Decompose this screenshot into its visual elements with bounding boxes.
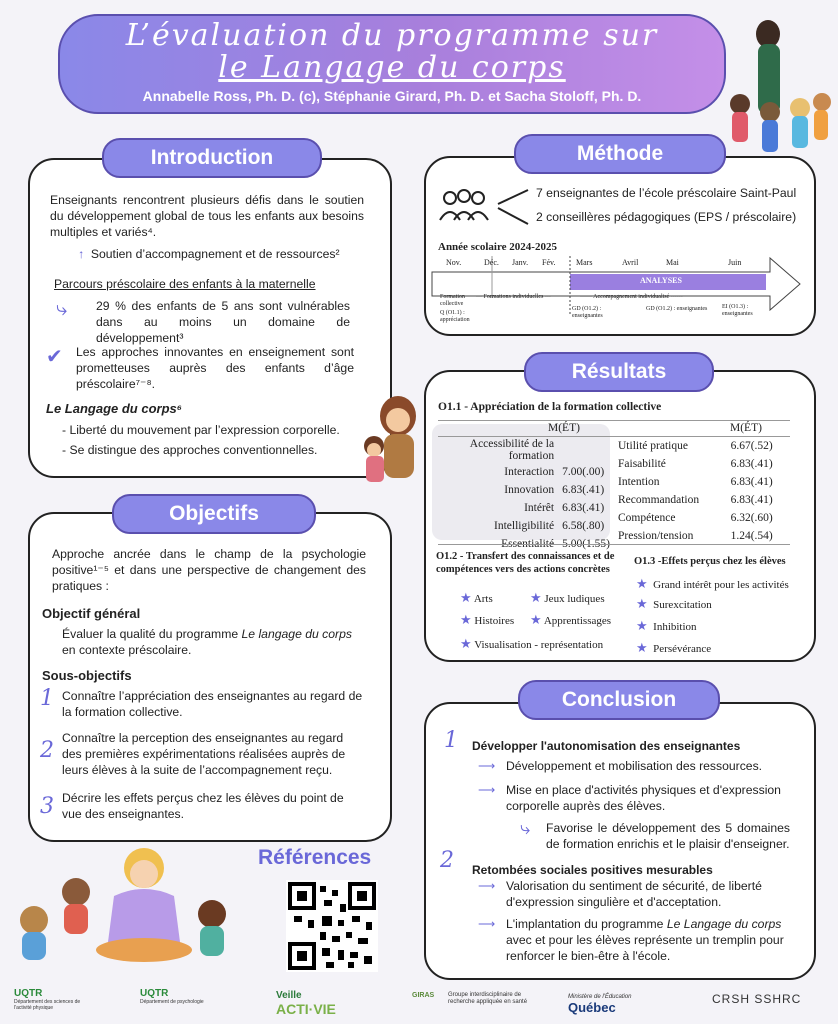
right-arrow-icon: ⟶ <box>478 783 496 797</box>
children-yoga-illustration <box>4 832 254 982</box>
table-label: Recommandation <box>618 494 700 506</box>
group-people-icon <box>434 184 534 230</box>
table-rule-bottom <box>438 544 790 545</box>
table-value <box>558 437 614 463</box>
table-value: 6.83(.41) <box>562 484 605 496</box>
o13-item: ★ Surexcitation <box>636 596 712 611</box>
tl-q: Q (O1.1) : appréciation <box>440 310 470 323</box>
o13-item: ★ Inhibition <box>636 618 697 633</box>
authors: Annabelle Ross, Ph. D. (c), Stéphanie Girard, Ph. D. et Sacha Stoloff, Ph. D. <box>142 88 642 104</box>
giras-logo: GIRAS Groupe interdisciplinaire de recherche appliquée en santé <box>412 992 528 1005</box>
conclusion-point-4: Valorisation du sentiment de sécurité, de liberté d'expression singulière et d'acceptation. <box>506 879 762 909</box>
month-mar: Mars <box>576 258 593 267</box>
tl-ei: EI (O1.3) : enseignantes <box>722 304 753 317</box>
star-icon: ★ <box>636 576 648 591</box>
o13-heading: O1.3 -Effets perçus chez les élèves <box>634 556 786 567</box>
uqtr-logo-1: UQTR Département des sciences de l'activité physique <box>14 988 81 1011</box>
curved-arrow-icon: ⤷ <box>56 298 68 320</box>
conclusion-number-1: 1 <box>444 728 458 753</box>
methode-participants-2: 2 conseillères pédagogiques (EPS / préscolaire) <box>536 210 797 224</box>
table-value: 6.67(.52) <box>730 440 773 452</box>
o13-item: ★ Grand intérêt pour les activités <box>636 576 789 591</box>
analyses-label: ANALYSES <box>640 276 682 285</box>
sous-objectif-2: Connaître la perception des enseignantes au regard des premières expérimentations réalisées auprès de leurs élèves à la suite de l’accompagnement reçu. <box>62 731 346 777</box>
ldc-bullet-1: - Liberté du mouvement par l’expression corporelle. <box>62 423 340 437</box>
star-icon: ★ <box>636 618 648 633</box>
o13-item: ★ Persévérance <box>636 640 712 655</box>
quebec-logo: Ministère de l'Éducation Québec <box>568 994 632 1015</box>
table-label: Faisabilité <box>618 458 666 470</box>
objectifs-title: Objectifs <box>112 494 316 534</box>
vulnerability-text: 29 % des enfants de 5 ans sont vulnérables dans au moins un domaine de développement³ <box>96 299 350 345</box>
up-arrow-icon: ↑ <box>78 247 85 261</box>
check-circle-icon: ✔ <box>46 346 63 368</box>
acti-vie-logo: Veille ACTI·VIE <box>276 990 336 1017</box>
number-1: 1 <box>40 686 54 711</box>
tl-accomp: ------ Accompagnement individualisé ------ <box>580 294 683 300</box>
star-icon: ★ <box>636 640 648 655</box>
number-3: 3 <box>40 794 54 819</box>
qr-code[interactable] <box>286 880 378 972</box>
approaches-text: Les approches innovantes en enseignement sont prometteuses auprès des enfants d’âge préscolaire⁷⁻⁸. <box>76 345 354 391</box>
star-icon: ★ <box>460 590 472 605</box>
table-label: Intérêt <box>524 502 555 514</box>
conclusion-number-2: 2 <box>440 848 454 873</box>
objectif-general-heading: Objectif général <box>42 606 141 621</box>
school-year: Année scolaire 2024-2025 <box>438 241 557 253</box>
table-value: 6.83(.41) <box>730 458 773 470</box>
star-icon: ★ <box>530 612 542 627</box>
intro-support <box>78 246 378 262</box>
table-label: Compétence <box>618 512 676 524</box>
month-may: Mai <box>666 258 679 267</box>
uqtr-logo-2: UQTR Département de psychologie <box>140 988 204 1005</box>
curved-arrow-icon: ⤷ <box>520 818 531 838</box>
star-icon: ★ <box>460 612 472 627</box>
resultats-title: Résultats <box>524 352 714 392</box>
star-icon: ★ <box>636 596 648 611</box>
sous-objectif-3: Décrire les effets perçus chez les élèves du point de vue des enseignantes. <box>62 791 344 821</box>
conclusion-point-2: Mise en place d'activités physiques et d'expression corporelle auprès des élèves. <box>506 783 781 813</box>
o12-item: ★ Histoires <box>460 612 515 627</box>
conclusion-heading-2: Retombées sociales positives mesurables <box>472 863 713 877</box>
o12-item: ★ Apprentissages <box>530 612 612 627</box>
right-col-header: M(ÉT) <box>730 422 762 434</box>
tl-gd1: GD (O1.2) : enseignantes <box>572 306 603 319</box>
sous-objectifs-heading: Sous-objectifs <box>42 668 132 683</box>
o11-heading: O1.1 - Appréciation de la formation collective <box>438 401 662 413</box>
references-title: Références <box>258 846 372 869</box>
month-dec: Déc. <box>484 258 499 267</box>
tl-indiv: --- Formations individuelles --- <box>476 294 551 300</box>
table-label: Intention <box>618 476 660 488</box>
table-value: 6.58(.80) <box>562 520 605 532</box>
month-jun: Juin <box>728 258 742 267</box>
table-rule-top <box>438 420 790 421</box>
methode-title: Méthode <box>514 134 726 174</box>
o12-item: ★ Visualisation - représentation <box>460 636 604 651</box>
ldc-bullet-2: - Se distingue des approches conventionnelles. <box>62 443 318 457</box>
title-line-1: L’évaluation du programme sur <box>125 18 659 53</box>
o12-item: ★ Jeux ludiques <box>530 590 605 605</box>
o12-item: ★ Arts <box>460 590 493 605</box>
crsh-sshrc-logo: CRSH SSHRC <box>712 992 802 1006</box>
table-label: Pression/tension <box>618 530 694 542</box>
right-arrow-icon: ⟶ <box>478 917 496 931</box>
table-value: 5.00(1.55) <box>562 538 610 550</box>
tl-gd2: GD (O1.2) : enseignantes <box>646 306 708 312</box>
number-2: 2 <box>40 738 54 763</box>
table-label: Essentialité <box>501 538 555 550</box>
month-apr: Avril <box>622 258 639 267</box>
child-hug-illustration <box>352 394 430 502</box>
conclusion-point-1: Développement et mobilisation des ressources. <box>506 759 763 773</box>
table-value: 6.32(.60) <box>730 512 773 524</box>
parcours-heading: Parcours préscolaire des enfants à la maternelle <box>54 277 316 291</box>
table-value: 6.83(.41) <box>562 502 605 514</box>
conclusion-title: Conclusion <box>518 680 720 720</box>
conclusion-heading-1: Développer l'autonomisation des enseignantes <box>472 739 741 753</box>
objectifs-intro: Approche ancrée dans le champ de la psychologie positive¹⁻⁵ et dans une perspective de changement des pratiques : <box>52 547 366 593</box>
right-arrow-icon: ⟶ <box>478 759 496 773</box>
results-table-right <box>614 437 790 545</box>
title-line-2: le Langage du corps <box>218 50 566 85</box>
star-icon: ★ <box>530 590 542 605</box>
table-value: 7.00(.00) <box>562 466 605 478</box>
star-icon: ★ <box>460 636 472 651</box>
table-label: Intelligibilité <box>494 520 555 532</box>
objectif-general-text: Évaluer la qualité du programme Le langage du corps en contexte préscolaire. <box>62 627 352 657</box>
month-feb: Fév. <box>542 258 556 267</box>
intro-paragraph: Enseignants rencontrent plusieurs défis dans le soutien du développement global de tous les enfants aux besoins multiples et variés⁴. <box>50 193 364 239</box>
table-value: 1.24(.54) <box>730 530 773 542</box>
support-text: Soutien d’accompagnement et de ressources² <box>90 247 340 261</box>
table-label: Accessibilité de la formation <box>469 438 555 462</box>
methode-participants-1: 7 enseignantes de l’école préscolaire Saint-Paul <box>536 186 797 200</box>
left-col-header: M(ÉT) <box>548 422 580 434</box>
table-value: 6.83(.41) <box>730 494 773 506</box>
right-arrow-icon: ⟶ <box>478 879 496 893</box>
table-label: Utilité pratique <box>618 440 688 452</box>
introduction-title: Introduction <box>102 138 322 178</box>
table-value: 6.83(.41) <box>730 476 773 488</box>
conclusion-point-5: L'implantation du programme Le Langage du corps avec et pour les élèves représente un tremplin pour renforcer le bien-être à l'école. <box>506 917 784 963</box>
results-table-left <box>438 437 614 553</box>
month-jan: Janv. <box>512 258 529 267</box>
sous-objectif-1: Connaître l’appréciation des enseignantes au regard de la formation collective. <box>62 689 363 719</box>
table-label: Interaction <box>504 466 555 478</box>
month-nov: Nov. <box>446 258 462 267</box>
conclusion-point-3: Favorise le développement des 5 domaines de formation enrichis et le plaisir d'enseigner. <box>546 821 790 851</box>
table-label: Innovation <box>504 484 555 496</box>
ldc-heading: Le Langage du corps⁶ <box>46 401 183 416</box>
o12-heading: O1.2 - Transfert des connaissances et de compétences vers des actions concrètes <box>436 551 615 575</box>
tl-formation: Formation collective <box>440 294 465 307</box>
